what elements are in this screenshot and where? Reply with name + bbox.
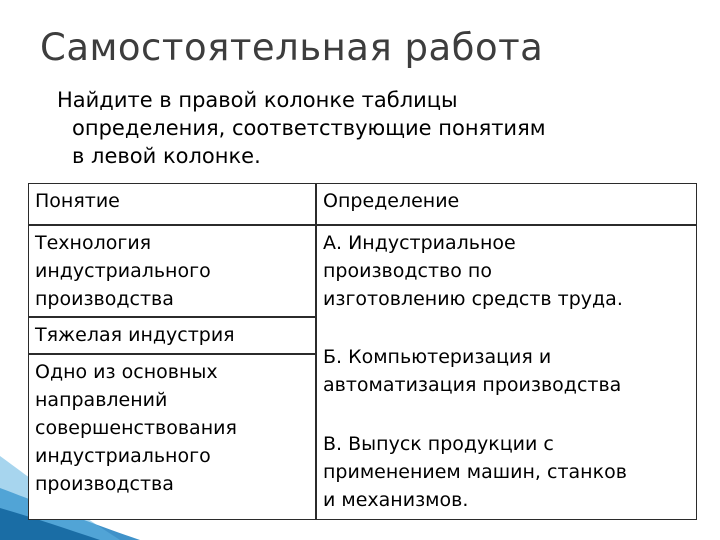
task-line-2: определения, соответствующие понятиям [72,116,546,140]
concept-cell-3 [28,354,316,520]
header-concept: Понятие [35,190,120,212]
task-line-3: в левой колонке. [72,144,261,168]
definition-c: В. Выпуск продукции с применением машин, станков и механизмов. [323,433,627,511]
concept-cell-1 [28,225,316,317]
header-definition-cell [316,183,697,225]
task-line-1: Найдите в правой колонке таблицы [57,88,458,112]
concept-cell-2 [28,317,316,354]
header-definition: Определение [323,190,460,212]
definition-a: А. Индустриальное производство по изготовлению средств труда. [323,232,623,310]
slide-title: Самостоятельная работа [40,26,544,69]
definitions-cell [316,225,697,520]
concept-text-1: Технология индустриального производства [35,232,211,310]
concept-text-2: Тяжелая индустрия [35,324,235,346]
concept-text-3: Одно из основных направлений совершенствования индустриального производства [35,361,237,495]
definition-b: Б. Компьютеризация и автоматизация производства [323,346,622,396]
task-instructions [57,86,697,170]
header-concept-cell [28,183,316,225]
